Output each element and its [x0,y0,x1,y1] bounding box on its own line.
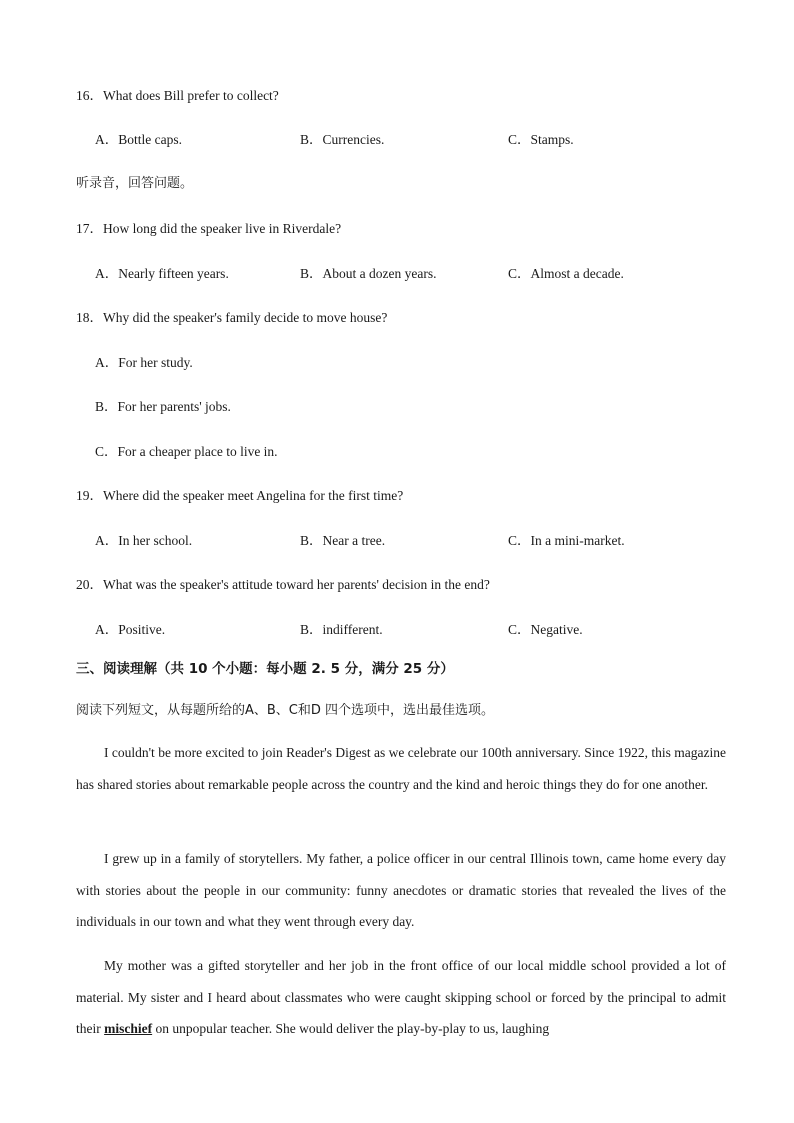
question-19-option-c: C．In a mini-market. [508,533,625,548]
passage-paragraph-2 [76,843,726,938]
question-18-option-c: C．For a cheaper place to live in. [95,444,278,459]
question-19-stem: 19．Where did the speaker meet Angelina for the first time? [76,488,404,503]
passage-paragraph-2-text: I grew up in a family of storytellers. My father, a police officer in our central Illinois town, came home every day with stories about the people in our community: funny anecdotes or dramatic stories that revealed the lives of the individuals in our town and what they went through every day. [76,851,726,929]
question-18-option-a: A．For her study. [95,355,193,370]
underlined-word-mischief: mischief [104,1021,153,1036]
question-17-option-a: A．Nearly fifteen years. [95,266,229,281]
question-16-stem: 16．What does Bill prefer to collect? [76,88,279,103]
question-16-option-a: A．Bottle caps. [95,132,182,147]
question-19-option-b: B．Near a tree. [300,533,386,548]
passage-paragraph-3 [76,950,726,1045]
question-18-stem: 18．Why did the speaker's family decide to move house? [76,310,388,325]
question-20-option-b: B．indifferent. [300,622,383,637]
passage-paragraph-3-text-after: on unpopular teacher. She would deliver the play-by-play to us, laughing [152,1021,550,1036]
question-16-option-b: B．Currencies. [300,132,385,147]
question-20-option-c: C．Negative. [508,622,583,637]
question-19-option-a: A．In her school. [95,533,193,548]
passage-paragraph-1-text: I couldn't be more excited to join Reader's Digest as we celebrate our 100th anniversary. Since 1922, this magazine has shared stories about remarkable people across the country and the kind and heroic things they do for one another. [76,745,726,792]
question-17-option-c: C．Almost a decade. [508,266,624,281]
passage-paragraph-1 [76,737,726,800]
listen-instruction: 听录音，回答问题。 [76,176,194,191]
question-18-option-b: B．For her parents' jobs. [95,399,231,414]
question-17-option-b: B．About a dozen years. [300,266,437,281]
question-16-option-c: C．Stamps. [508,132,574,147]
question-20-stem: 20．What was the speaker's attitude toward her parents' decision in the end? [76,577,490,592]
section-title: 三、阅读理解（共 10 个小题：每小题 2. 5 分，满分 25 分） [76,661,454,677]
question-17-stem: 17．How long did the speaker live in Riverdale? [76,221,342,236]
section-instruction: 阅读下列短文，从每题所给的A、B、C和D 四个选项中，选出最佳选项。 [76,703,495,718]
question-20-option-a: A．Positive. [95,622,166,637]
passage-paragraph-3-text-before: My mother was a gifted storyteller and her job in the front office of our local middle school provided a lot of material. My sister and I heard about classmates who were caught skipping school or forced by the principal to admit their [76,958,726,1036]
